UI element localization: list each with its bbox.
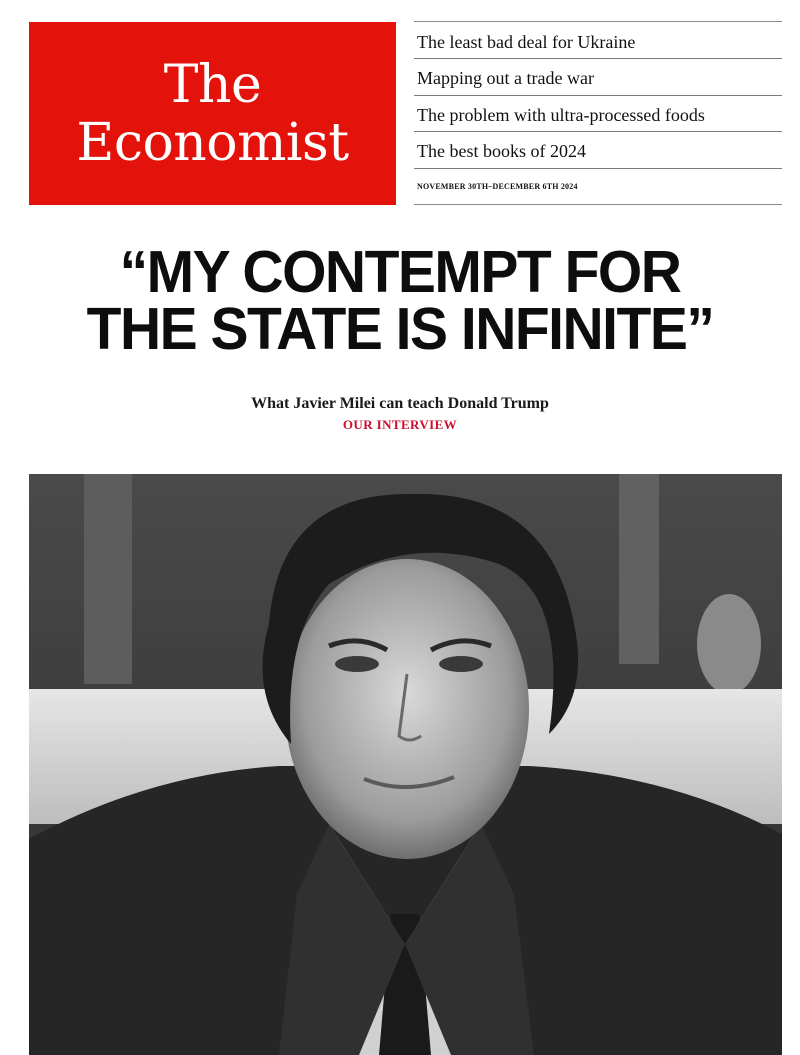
headline-rule [414, 168, 782, 169]
cover-photo [29, 474, 782, 1055]
headline-rule [414, 21, 782, 22]
cover-subtitle[interactable]: What Javier Milei can teach Donald Trump [251, 395, 549, 412]
headline-rule [414, 131, 782, 132]
logo-line-economist: Economist [76, 112, 349, 173]
portrait-illustration [29, 474, 782, 1055]
cover-quote-line-2: THE STATE IS INFINITE” [86, 295, 714, 363]
headline-ukraine[interactable]: The least bad deal for Ukraine [417, 32, 636, 52]
interview-tag[interactable]: OUR INTERVIEW [342, 417, 458, 432]
headline-trade-war[interactable]: Mapping out a trade war [417, 68, 594, 88]
headline-rule [414, 58, 782, 59]
headline-ultra-processed[interactable]: The problem with ultra-processed foods [417, 105, 705, 125]
cover-quote-line-1: “MY CONTEMPT FOR [119, 238, 681, 306]
dateline-rule [414, 204, 782, 205]
logo-line-the: The [163, 54, 262, 115]
headline-rule [414, 95, 782, 96]
issue-dateline: NOVEMBER 30TH–DECEMBER 6TH 2024 [417, 182, 578, 191]
headline-best-books[interactable]: The best books of 2024 [417, 141, 586, 161]
economist-logo[interactable] [29, 22, 396, 205]
